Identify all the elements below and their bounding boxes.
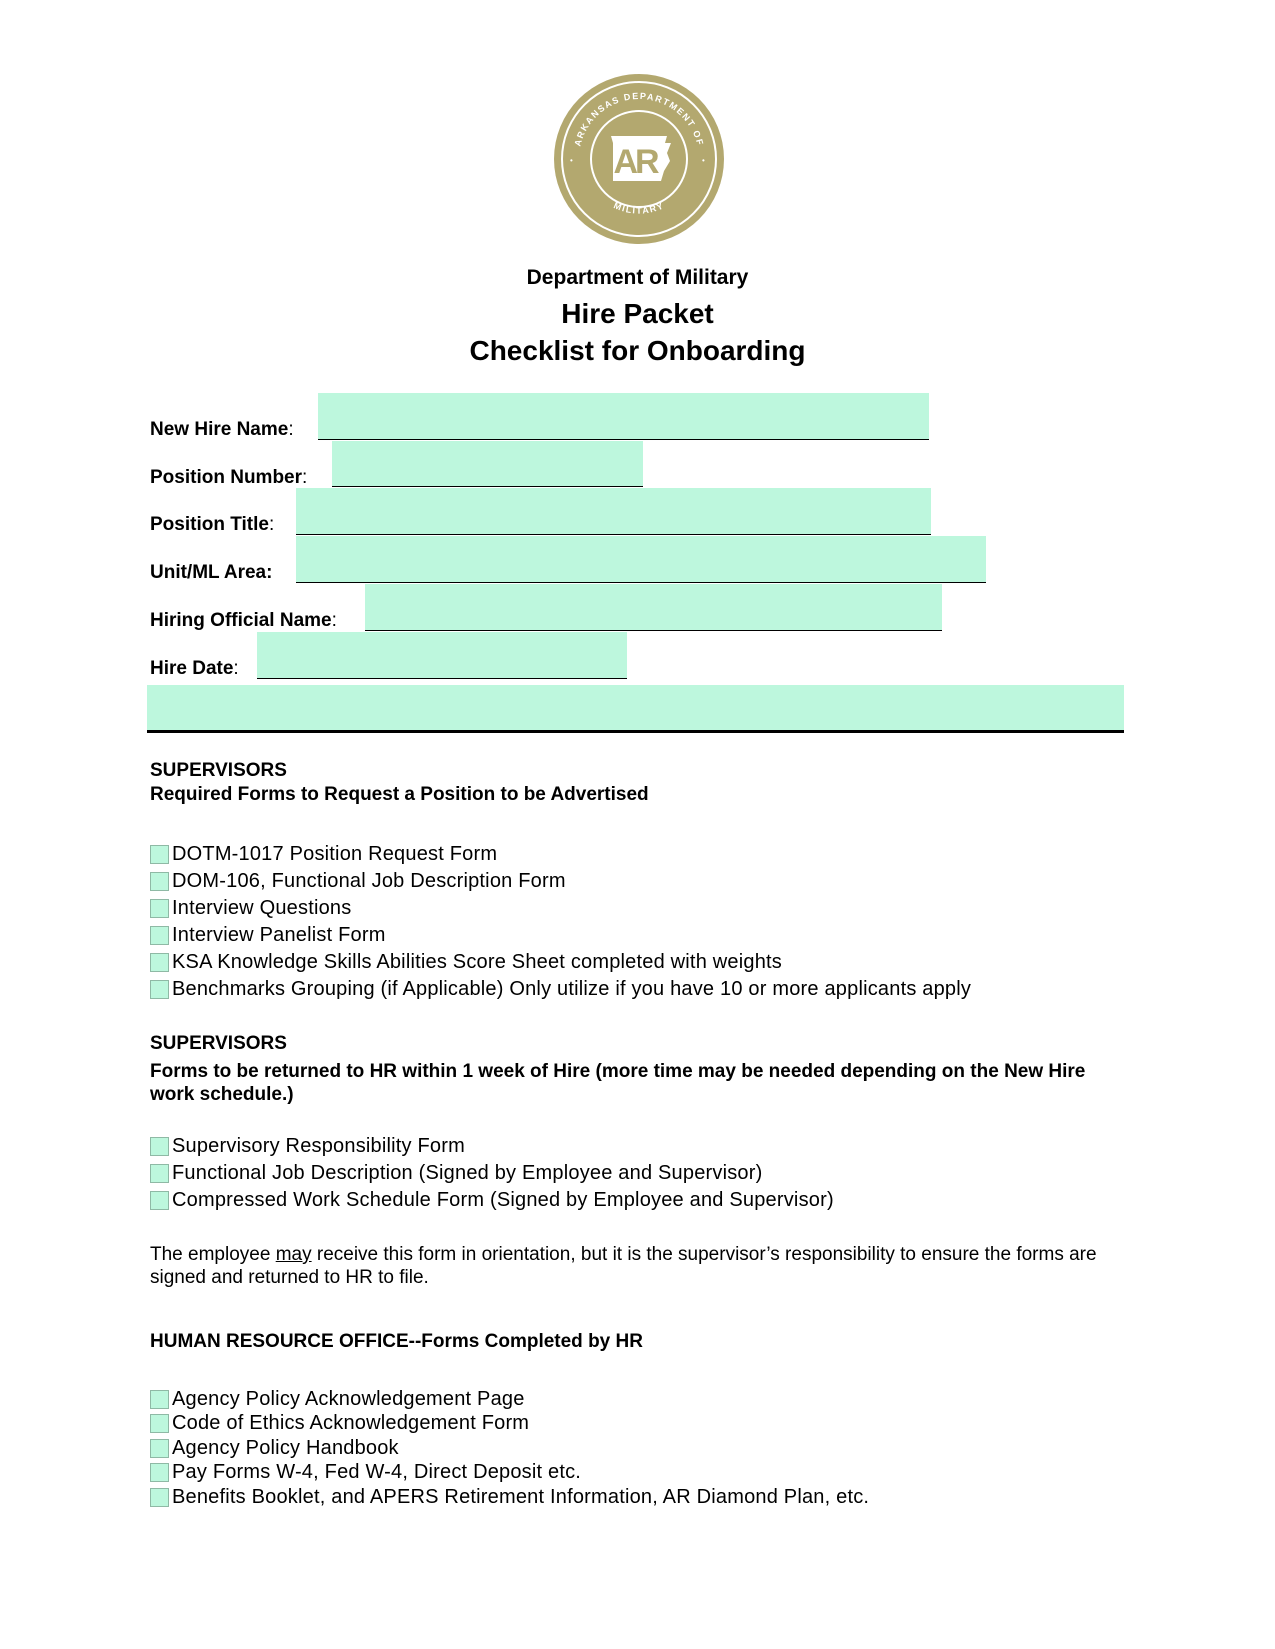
position-title-underline	[296, 534, 931, 535]
svg-text:ARKANSAS DEPARTMENT OF: ARKANSAS DEPARTMENT OF	[572, 90, 706, 148]
checklist-item	[150, 1461, 869, 1486]
section2-checklist	[150, 1133, 834, 1214]
checklist-item	[150, 895, 971, 922]
hiring-official-name-underline	[365, 630, 942, 631]
section1-subtitle: Required Forms to Request a Position to be Advertised	[150, 784, 649, 805]
checklist-item-label: Pay Forms W-4, Fed W-4, Direct Deposit etc.	[172, 1461, 582, 1484]
new-hire-name-field[interactable]	[318, 393, 929, 440]
checklist-item-label: Interview Questions	[172, 897, 352, 919]
section2-subtitle: Forms to be returned to HR within 1 week of Hire (more time may be needed depending on the New Hire work schedule.)	[150, 1061, 1086, 1105]
checkbox[interactable]	[150, 1463, 169, 1482]
emphasis-may: may	[275, 1244, 312, 1265]
checkbox[interactable]	[150, 899, 169, 918]
hire-date-underline	[257, 678, 627, 679]
checklist-item-label: Compressed Work Schedule Form (Signed by Employee and Supervisor)	[172, 1189, 834, 1211]
unit-ml-area-label: Unit/ML Area:	[150, 562, 273, 583]
position-title-field[interactable]	[296, 488, 931, 535]
checkbox[interactable]	[150, 980, 169, 999]
svg-text:MILITARY: MILITARY	[612, 200, 666, 216]
checklist-item-label: Interview Panelist Form	[172, 924, 386, 946]
hiring-official-name-label: Hiring Official Name:	[150, 610, 337, 631]
section3-title: HUMAN RESOURCE OFFICE--Forms Completed by HR	[150, 1331, 643, 1352]
page-title: Hire Packet	[561, 298, 714, 329]
section3-checklist	[150, 1387, 869, 1510]
checklist-item-label: DOTM-1017 Position Request Form	[172, 843, 498, 865]
checklist-item-label: Benchmarks Grouping (if Applicable) Only utilize if you have 10 or more applicants apply	[172, 978, 972, 1000]
checklist-item	[150, 976, 971, 1003]
svg-text:AR: AR	[613, 143, 657, 181]
checklist-item-label: KSA Knowledge Skills Abilities Score Sheet completed with weights	[172, 951, 782, 973]
agency-seal-logo	[553, 73, 725, 245]
notes-field[interactable]	[147, 685, 1124, 730]
checkbox[interactable]	[150, 953, 169, 972]
checkbox[interactable]	[150, 872, 169, 891]
hire-date-label: Hire Date:	[150, 658, 239, 679]
section1-checklist	[150, 841, 971, 1003]
checklist-item-label: Benefits Booklet, and APERS Retirement Information, AR Diamond Plan, etc.	[172, 1485, 870, 1508]
checklist-item	[150, 922, 971, 949]
unit-ml-area-underline	[296, 582, 986, 583]
checkbox[interactable]	[150, 1390, 169, 1409]
checklist-item	[150, 1187, 834, 1214]
checklist-item	[150, 1412, 869, 1437]
checklist-item-label: Functional Job Description (Signed by Employee and Supervisor)	[172, 1162, 763, 1184]
position-number-field[interactable]	[332, 441, 643, 487]
checklist-item-label: Agency Policy Acknowledgement Page	[172, 1387, 525, 1410]
checkbox[interactable]	[150, 845, 169, 864]
checklist-item-label: Supervisory Responsibility Form	[172, 1135, 465, 1157]
checkbox[interactable]	[150, 1137, 169, 1156]
section2-title: SUPERVISORS	[150, 1033, 287, 1054]
checklist-item	[150, 1485, 869, 1510]
hiring-official-name-field[interactable]	[365, 584, 942, 631]
position-number-label: Position Number:	[150, 467, 308, 488]
page-subtitle: Checklist for Onboarding	[469, 335, 806, 366]
svg-text:•: •	[702, 156, 705, 165]
checklist-item	[150, 1387, 869, 1412]
position-title-label: Position Title:	[150, 514, 275, 535]
checkbox[interactable]	[150, 926, 169, 945]
svg-text:•: •	[570, 156, 573, 165]
unit-ml-area-field[interactable]	[296, 536, 986, 583]
checklist-item	[150, 1436, 869, 1461]
checklist-item	[150, 949, 971, 976]
checkbox[interactable]	[150, 1191, 169, 1210]
section1-title: SUPERVISORS	[150, 760, 287, 781]
supervisor-note: The employee may receive this form in orientation, but it is the supervisor’s responsibility to ensure the forms are signed and returned to HR to file.	[150, 1244, 1097, 1288]
checklist-item-label: Code of Ethics Acknowledgement Form	[172, 1412, 530, 1435]
checklist-item	[150, 1160, 834, 1187]
position-number-underline	[332, 486, 643, 487]
checklist-item	[150, 841, 971, 868]
new-hire-name-underline	[318, 439, 929, 440]
new-hire-name-label: New Hire Name:	[150, 419, 294, 440]
checkbox[interactable]	[150, 1439, 169, 1458]
checkbox[interactable]	[150, 1488, 169, 1507]
checkbox[interactable]	[150, 1164, 169, 1183]
checklist-item	[150, 1133, 834, 1160]
checklist-item	[150, 868, 971, 895]
checklist-item-label: Agency Policy Handbook	[172, 1436, 399, 1459]
organization-name: Department of Military	[526, 266, 749, 289]
checkbox[interactable]	[150, 1414, 169, 1433]
section-divider	[147, 730, 1124, 733]
hire-date-field[interactable]	[257, 632, 627, 679]
checklist-item-label: DOM-106, Functional Job Description Form	[172, 870, 566, 892]
